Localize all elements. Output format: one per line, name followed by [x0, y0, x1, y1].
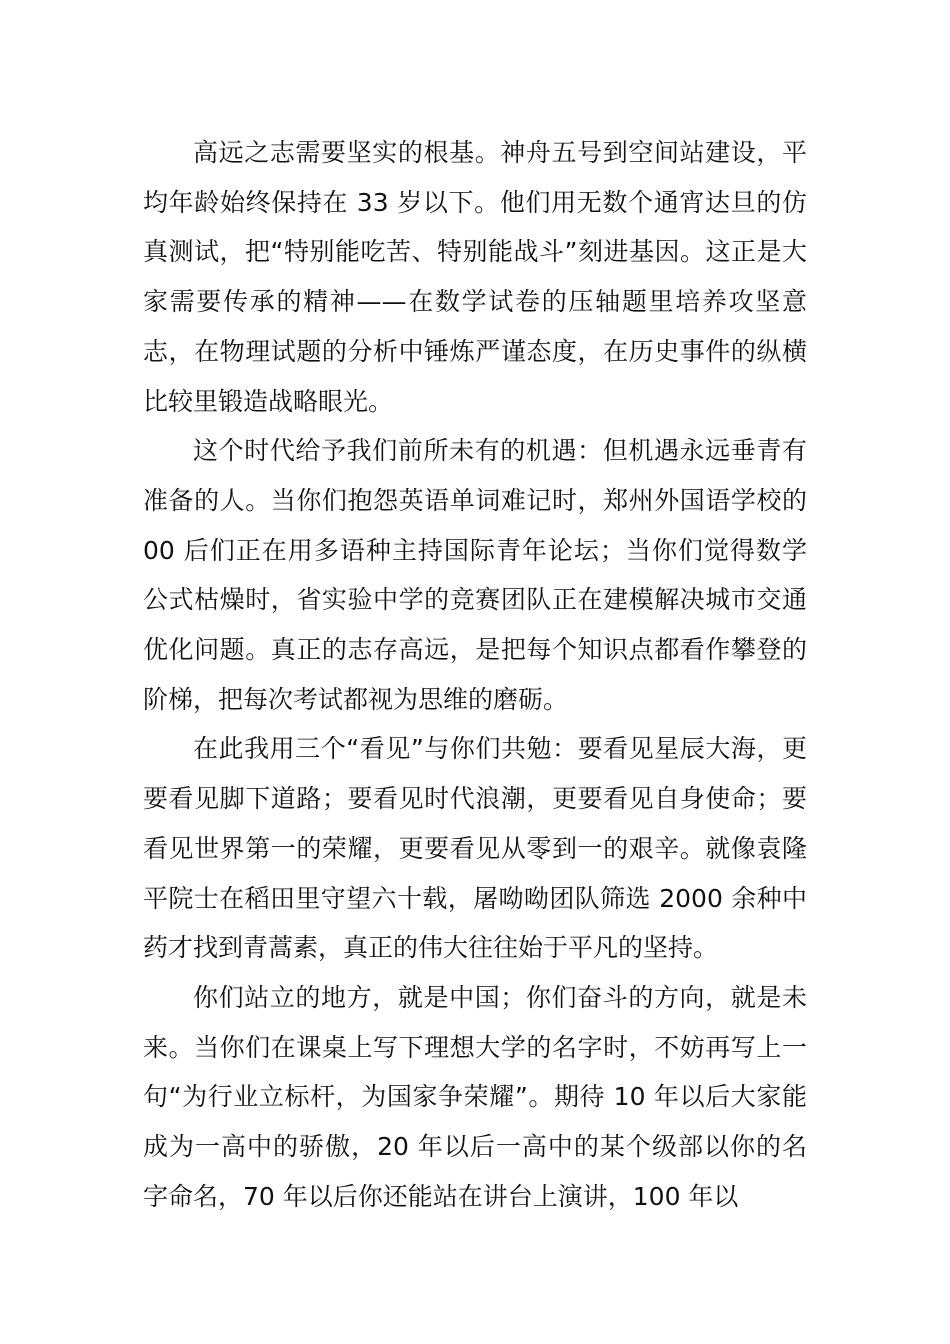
paragraph-4: 你们站立的地方，就是中国；你们奋斗的方向，就是未来。当你们在课桌上写下理想大学的名字时，不妨再写上一句“为行业立标杆，为国家争荣耀”。期待 10 年以后大家能成为一高中的骄傲，20 年以后一高中的某个级部以你的名字命名，70 年以后你还能站在讲台上演讲，100 年以 [143, 982, 807, 1211]
paragraph-3: 在此我用三个“看见”与你们共勉：要看见星辰大海，更要看见脚下道路；要看见时代浪潮，更要看见自身使命；要看见世界第一的荣耀，更要看见从零到一的艰辛。就像袁隆平院士在稻田里守望六十载，屠呦呦团队筛选 2000 余种中药才找到青蒿素，真正的伟大往往始于平凡的坚持。 [143, 734, 807, 963]
paragraph-2: 这个时代给予我们前所未有的机遇：但机遇永远垂青有准备的人。当你们抱怨英语单词难记时，郑州外国语学校的 00 后们正在用多语种主持国际青年论坛；当你们觉得数学公式枯燥时，省实验中学的竞赛团队正在建模解决城市交通优化问题。真正的志存高远，是把每个知识点都看作攀登的阶梯，把每次考试都视为思维的磨砺。 [143, 436, 807, 714]
paragraph-1: 高远之志需要坚实的根基。神舟五号到空间站建设，平均年龄始终保持在 33 岁以下。他们用无数个通宵达旦的仿真测试，把“特别能吃苦、特别能战斗”刻进基因。这正是大家需要传承的精神——在数学试卷的压轴题里培养攻坚意志，在物理试题的分析中锤炼严谨态度，在历史事件的纵横比较里锻造战略眼光。 [143, 138, 807, 416]
document-body [143, 128, 807, 1221]
